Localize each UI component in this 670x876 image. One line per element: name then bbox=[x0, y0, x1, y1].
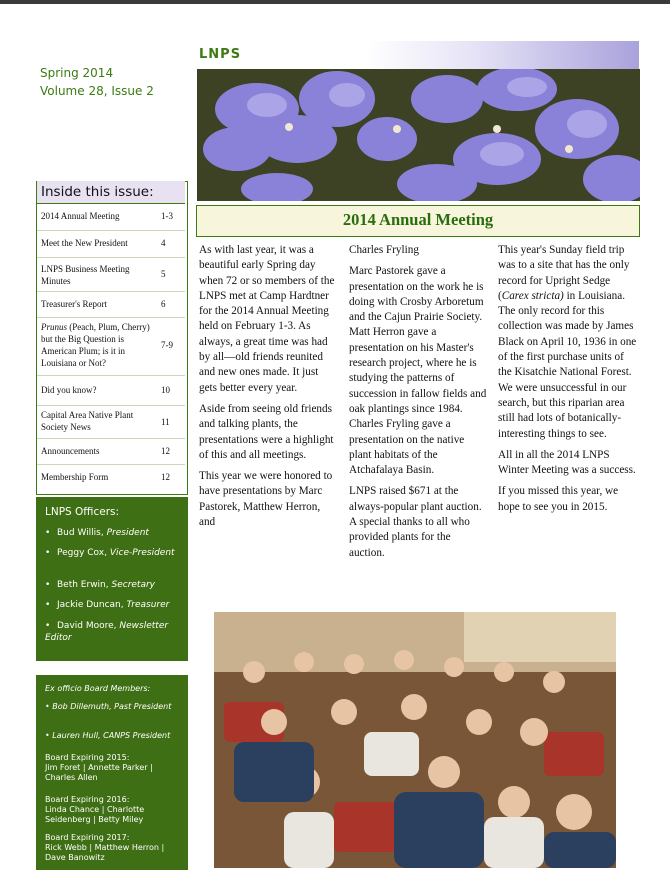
toc-item-label-rest: (Peach, Plum, Cherry) but the Big Question is American Plum; is it in Louisiana or Not? bbox=[41, 322, 150, 368]
ex-officio-name: Lauren Hull, CANPS President bbox=[52, 731, 171, 740]
article-paragraph: If you missed this year, we hope to see you in 2015. bbox=[498, 485, 619, 513]
officers-title: LNPS Officers: bbox=[45, 506, 120, 518]
article-paragraph: All in all the 2014 LNPS Winter Meeting was a success. bbox=[498, 448, 636, 477]
article-headline: 2014 Annual Meeting bbox=[342, 210, 494, 229]
article-paragraph: As with last year, it was a beautiful early Spring day when 72 or so members of the LNPS met at Camp Hardtner for the 2014 Annual Meeting held on February 1-3. As always, a great time was had by all—old friends reunited and new ones made. It just gets better every year. bbox=[199, 244, 335, 394]
toc-item[interactable] bbox=[37, 464, 185, 492]
ex-officio-title: Ex officio Board Members: bbox=[45, 684, 151, 693]
toc-item[interactable] bbox=[37, 257, 185, 292]
meeting-audience-photo bbox=[214, 612, 616, 868]
officer-item: • Jackie Duncan, Treasurer bbox=[45, 600, 170, 610]
officer-name: Bud Willis, bbox=[57, 528, 104, 538]
species-name: Carex stricta) bbox=[501, 289, 564, 302]
toc-item-label: Meet the New President bbox=[41, 238, 128, 248]
toc-item-label: LNPS Business Meeting Minutes bbox=[41, 264, 130, 286]
board-expiring-names: Linda Chance | Charlotte Seidenberg | Betty Miley bbox=[45, 805, 145, 824]
officer-item: • Peggy Cox, Vice-President bbox=[45, 548, 175, 558]
toc-item[interactable] bbox=[37, 375, 185, 406]
officer-role: President bbox=[106, 528, 149, 538]
article-paragraph: Charles Fryling bbox=[349, 244, 419, 256]
officer-role: Newsletter Editor bbox=[45, 621, 169, 643]
officer-item: • Beth Erwin, Secretary bbox=[45, 580, 156, 590]
text-run: This year's Sunday field trip was to a site that has the only record for Upright Sedge ( bbox=[498, 244, 630, 302]
officer-name: Jackie Duncan, bbox=[57, 600, 124, 610]
toc-item-page: 11 bbox=[161, 417, 170, 427]
text-run: in Louisiana. The only record for this collection was made by James Black on April 10, 1936 in one of the first purchase units of the Kisatchie National Forest. We were unsuccessful in our search, but this riparian area still had lots of botanically-interesting things to see. bbox=[498, 289, 637, 440]
toc-item-label-italic: Prunus bbox=[41, 322, 68, 332]
toc-item-label: Treasurer's Report bbox=[41, 299, 108, 309]
toc-item-page: 10 bbox=[161, 385, 170, 395]
toc-item-page: 7-9 bbox=[161, 340, 173, 350]
toc-item[interactable] bbox=[37, 203, 185, 231]
article-paragraph: This year we were honored to have presentations by Marc Pastorek, Matthew Herron, and bbox=[199, 470, 333, 529]
toc-item-page: 1-3 bbox=[161, 211, 173, 221]
toc-item-page: 4 bbox=[161, 238, 166, 248]
toc-item-page: 6 bbox=[161, 299, 166, 309]
toc-item-label: Capital Area Native Plant Society News bbox=[41, 410, 134, 432]
article-paragraph: Aside from seeing old friends and talking plants, the presentations were a highlight of this and all meetings. bbox=[199, 402, 334, 461]
board-expiring-title: Board Expiring 2016: bbox=[45, 795, 130, 804]
officer-item: • David Moore, Newsletter Editor bbox=[45, 621, 169, 643]
toc-item[interactable] bbox=[37, 317, 185, 376]
masthead-banner bbox=[198, 41, 639, 71]
board-expiring-title: Board Expiring 2017: bbox=[45, 833, 130, 842]
toc-item-page: 12 bbox=[161, 472, 170, 482]
masthead-brand: LNPS bbox=[199, 47, 242, 62]
toc-item[interactable] bbox=[37, 405, 185, 439]
toc-item-label: Announcements bbox=[41, 446, 100, 456]
toc-title: Inside this issue: bbox=[41, 184, 154, 200]
officer-name: David Moore, bbox=[57, 621, 117, 631]
toc-item[interactable] bbox=[37, 438, 185, 465]
officer-item: • Bud Willis, President bbox=[45, 528, 149, 538]
article-paragraph: Marc Pastorek gave a presentation on the work he is doing with Crosby Arboretum and the Cajun Prairie Society. Matt Herron gave a presentation on his Master's research project, where he is studying the patterns of succession in fallow fields and oak plantings since 1984. Charles Fryling gave a presentation on the native plant habitats of the Atchafalaya Basin. bbox=[349, 265, 487, 477]
officer-name: Beth Erwin, bbox=[57, 580, 109, 590]
top-rule bbox=[0, 0, 670, 4]
toc-item[interactable] bbox=[37, 291, 185, 318]
violet-flowers-photo bbox=[197, 69, 640, 201]
toc-item-label: Membership Form bbox=[41, 472, 109, 482]
officer-role: Treasurer bbox=[126, 600, 170, 610]
toc-item[interactable] bbox=[37, 230, 185, 258]
ex-officio-item: • Bob Dillemuth, Past President bbox=[45, 702, 172, 711]
article-column-1 bbox=[199, 243, 337, 536]
officer-role: Secretary bbox=[111, 580, 156, 590]
issue-date: Spring 2014 bbox=[40, 66, 114, 80]
board-expiring-names: Rick Webb | Matthew Herron | Dave Banowitz bbox=[45, 843, 165, 862]
article-paragraph bbox=[498, 243, 638, 442]
article-column-2 bbox=[349, 243, 487, 567]
toc-item-page: 5 bbox=[161, 269, 166, 279]
article-paragraph: LNPS raised $671 at the always-popular plant auction. A special thanks to all who provided plants for the auction. bbox=[349, 485, 482, 559]
ex-officio-item: • Lauren Hull, CANPS President bbox=[45, 731, 171, 740]
toc-item-page: 12 bbox=[161, 446, 170, 456]
article-column-3 bbox=[498, 243, 638, 521]
issue-volume: Volume 28, Issue 2 bbox=[40, 84, 154, 98]
toc-item-label: 2014 Annual Meeting bbox=[41, 211, 120, 221]
officer-name: Peggy Cox, bbox=[57, 548, 107, 558]
toc-item-label: Did you know? bbox=[41, 385, 97, 395]
ex-officio-name: Bob Dillemuth, Past President bbox=[52, 702, 172, 711]
officer-role: Vice-President bbox=[109, 548, 175, 558]
board-expiring-names: Jim Foret | Annette Parker | Charles Allen bbox=[45, 763, 153, 782]
board-expiring-title: Board Expiring 2015: bbox=[45, 753, 130, 762]
toc-item-label bbox=[41, 321, 153, 369]
